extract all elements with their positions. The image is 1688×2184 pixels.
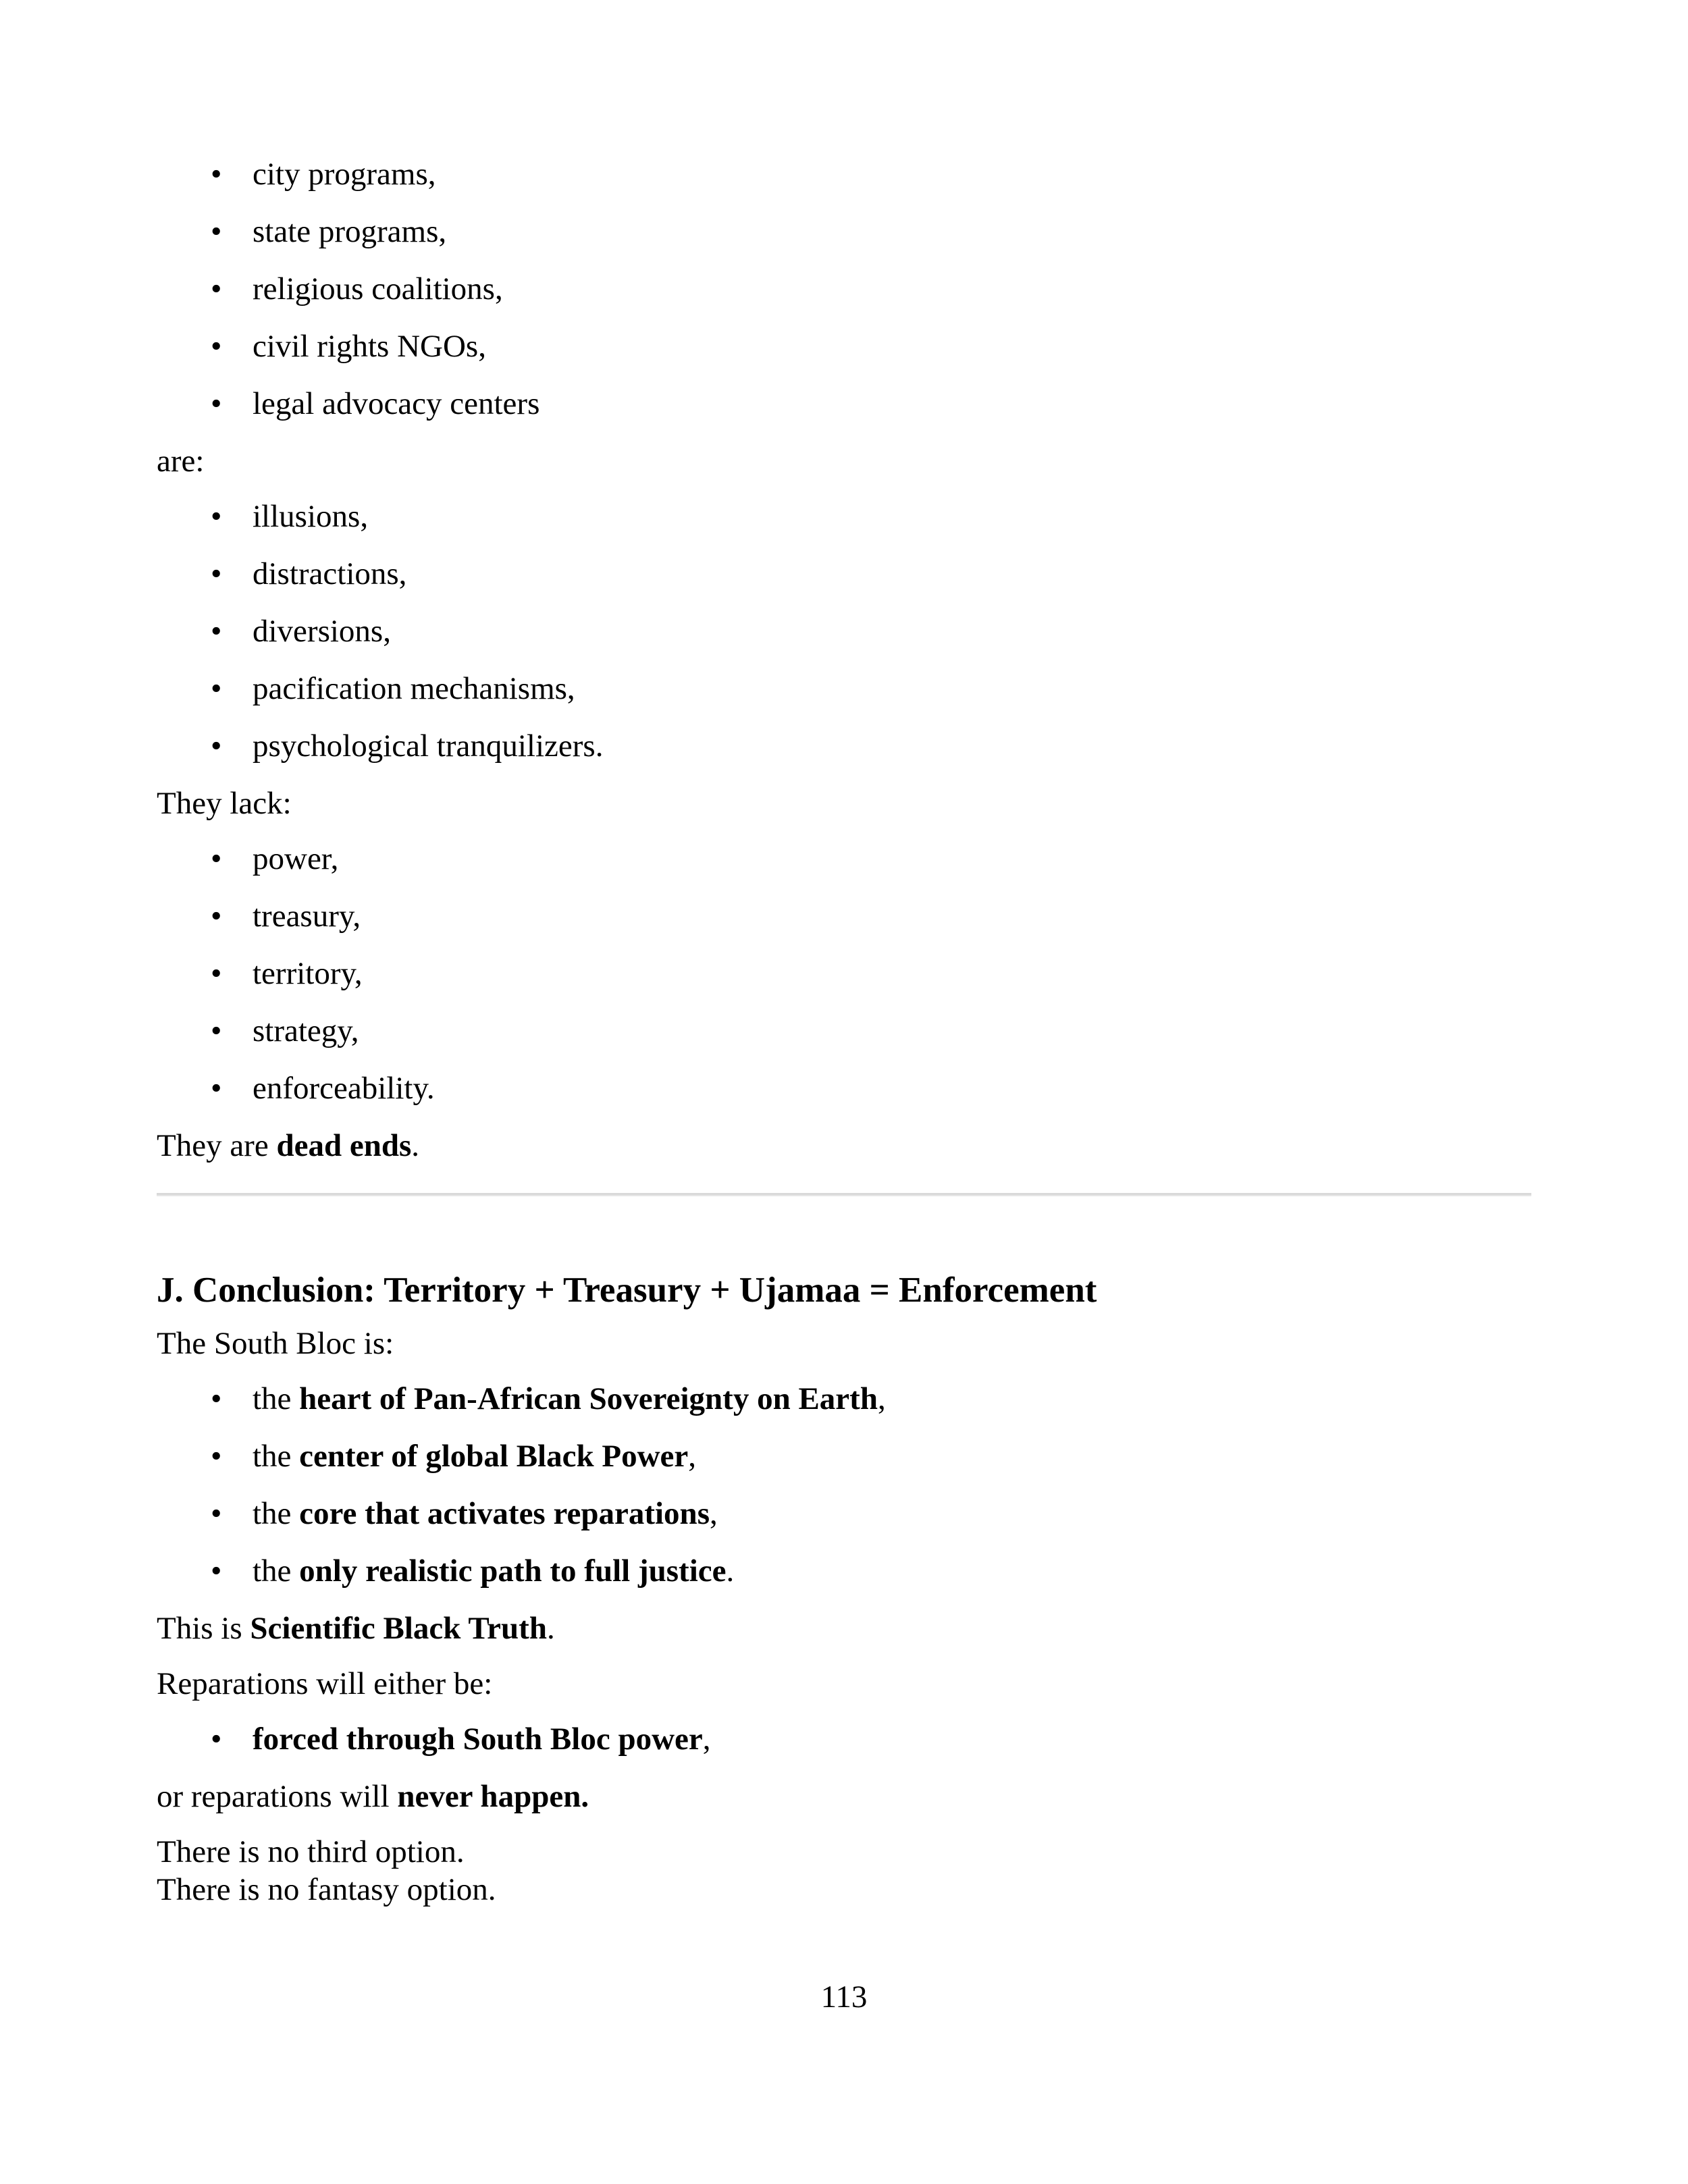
list-item	[211, 270, 1531, 308]
list-item-pre: the	[253, 1496, 300, 1531]
list-item-post: ,	[702, 1722, 711, 1757]
list-item-post: ,	[709, 1496, 718, 1531]
bullet-icon: •	[211, 671, 222, 706]
list-item-text: enforceability.	[253, 1071, 435, 1106]
bullet-icon: •	[211, 1381, 222, 1416]
list-item	[211, 213, 1531, 250]
closing-line: There is no fantasy option.	[157, 1872, 496, 1907]
closing-line: There is no third option.	[157, 1834, 465, 1869]
dead-ends-post: .	[411, 1128, 420, 1163]
list-item-text: civil rights NGOs,	[253, 329, 486, 364]
bullet-icon: •	[211, 329, 222, 364]
are-label: are:	[157, 444, 205, 479]
list-item	[211, 840, 1531, 878]
bullet-icon: •	[211, 214, 222, 249]
list-item-pre: the	[253, 1553, 300, 1589]
list-item-text: religious coalitions,	[253, 271, 503, 307]
dead-ends-paragraph	[157, 1127, 1531, 1165]
list-item	[211, 1495, 1531, 1533]
list-item	[211, 1069, 1531, 1107]
truth-pre: This is	[157, 1611, 250, 1646]
bullet-icon: •	[211, 271, 222, 307]
list-item-post: ,	[877, 1381, 886, 1416]
list-item	[211, 897, 1531, 935]
list-item	[211, 498, 1531, 535]
bullet-icon: •	[211, 899, 222, 934]
list-item-text: psychological tranquilizers.	[253, 728, 604, 764]
bullet-icon: •	[211, 157, 222, 192]
list-item	[211, 155, 1531, 193]
bullet-icon: •	[211, 841, 222, 876]
list-item-bold: heart of Pan-African Sovereignty on Earth	[299, 1381, 878, 1416]
list-item	[211, 555, 1531, 593]
bullet-icon: •	[211, 956, 222, 991]
list-item-bold: forced through South Bloc power	[253, 1722, 703, 1757]
list-item-text: territory,	[253, 956, 363, 991]
truth-paragraph	[157, 1609, 1531, 1647]
bullet-icon: •	[211, 556, 222, 591]
bullet-icon: •	[211, 1496, 222, 1531]
list-item	[211, 612, 1531, 650]
list-item-text: diversions,	[253, 614, 391, 649]
list-item	[211, 1380, 1531, 1418]
list-item-text: city programs,	[253, 157, 436, 192]
list-item-pre: the	[253, 1381, 300, 1416]
bullet-icon: •	[211, 1439, 222, 1474]
bullet-icon: •	[211, 1553, 222, 1589]
list-item	[211, 1552, 1531, 1590]
south-bloc-intro: The South Bloc is:	[157, 1326, 394, 1361]
section-heading: J. Conclusion: Territory + Treasury + Ujamaa = Enforcement	[157, 1271, 1097, 1310]
list-item-bold: only realistic path to full justice	[299, 1553, 727, 1589]
bullet-icon: •	[211, 728, 222, 764]
page-number: 113	[820, 1979, 868, 2015]
truth-bold: Scientific Black Truth	[250, 1611, 547, 1646]
programs-list	[157, 155, 1531, 423]
list-item	[211, 727, 1531, 765]
dead-ends-pre: They are	[157, 1128, 277, 1163]
bullet-icon: •	[211, 1071, 222, 1106]
bullet-icon: •	[211, 1722, 222, 1757]
illusions-list	[157, 498, 1531, 765]
list-item	[211, 670, 1531, 708]
list-item-bold: center of global Black Power	[299, 1439, 689, 1474]
never-bold: never happen.	[397, 1779, 589, 1814]
list-item-bold: core that activates reparations	[299, 1496, 710, 1531]
either-label: Reparations will either be:	[157, 1666, 493, 1701]
list-item	[211, 327, 1531, 365]
closing-paragraph	[157, 1833, 1531, 1909]
section-divider	[157, 1193, 1531, 1196]
list-item-pre: the	[253, 1439, 300, 1474]
list-item-text: legal advocacy centers	[253, 386, 540, 421]
list-item-text: illusions,	[253, 499, 369, 534]
list-item	[211, 1437, 1531, 1475]
list-item-text: distractions,	[253, 556, 407, 591]
never-pre: or reparations will	[157, 1779, 398, 1814]
dead-ends-bold: dead ends	[276, 1128, 412, 1163]
list-item-text: treasury,	[253, 899, 361, 934]
truth-post: .	[546, 1611, 555, 1646]
list-item	[211, 1012, 1531, 1050]
bullet-icon: •	[211, 386, 222, 421]
list-item-text: strategy,	[253, 1013, 359, 1048]
either-list	[157, 1720, 1531, 1758]
south-bloc-list	[157, 1380, 1531, 1590]
lack-list	[157, 840, 1531, 1107]
list-item	[211, 955, 1531, 992]
list-item	[211, 1720, 1531, 1758]
bullet-icon: •	[211, 1013, 222, 1048]
lack-label: They lack:	[157, 786, 292, 821]
list-item	[211, 385, 1531, 423]
bullet-icon: •	[211, 614, 222, 649]
list-item-text: power,	[253, 841, 339, 876]
document-page	[157, 155, 1531, 1926]
list-item-text: state programs,	[253, 214, 447, 249]
never-paragraph	[157, 1778, 1531, 1815]
list-item-text: pacification mechanisms,	[253, 671, 575, 706]
list-item-post: ,	[688, 1439, 696, 1474]
list-item-post: .	[726, 1553, 735, 1589]
bullet-icon: •	[211, 499, 222, 534]
